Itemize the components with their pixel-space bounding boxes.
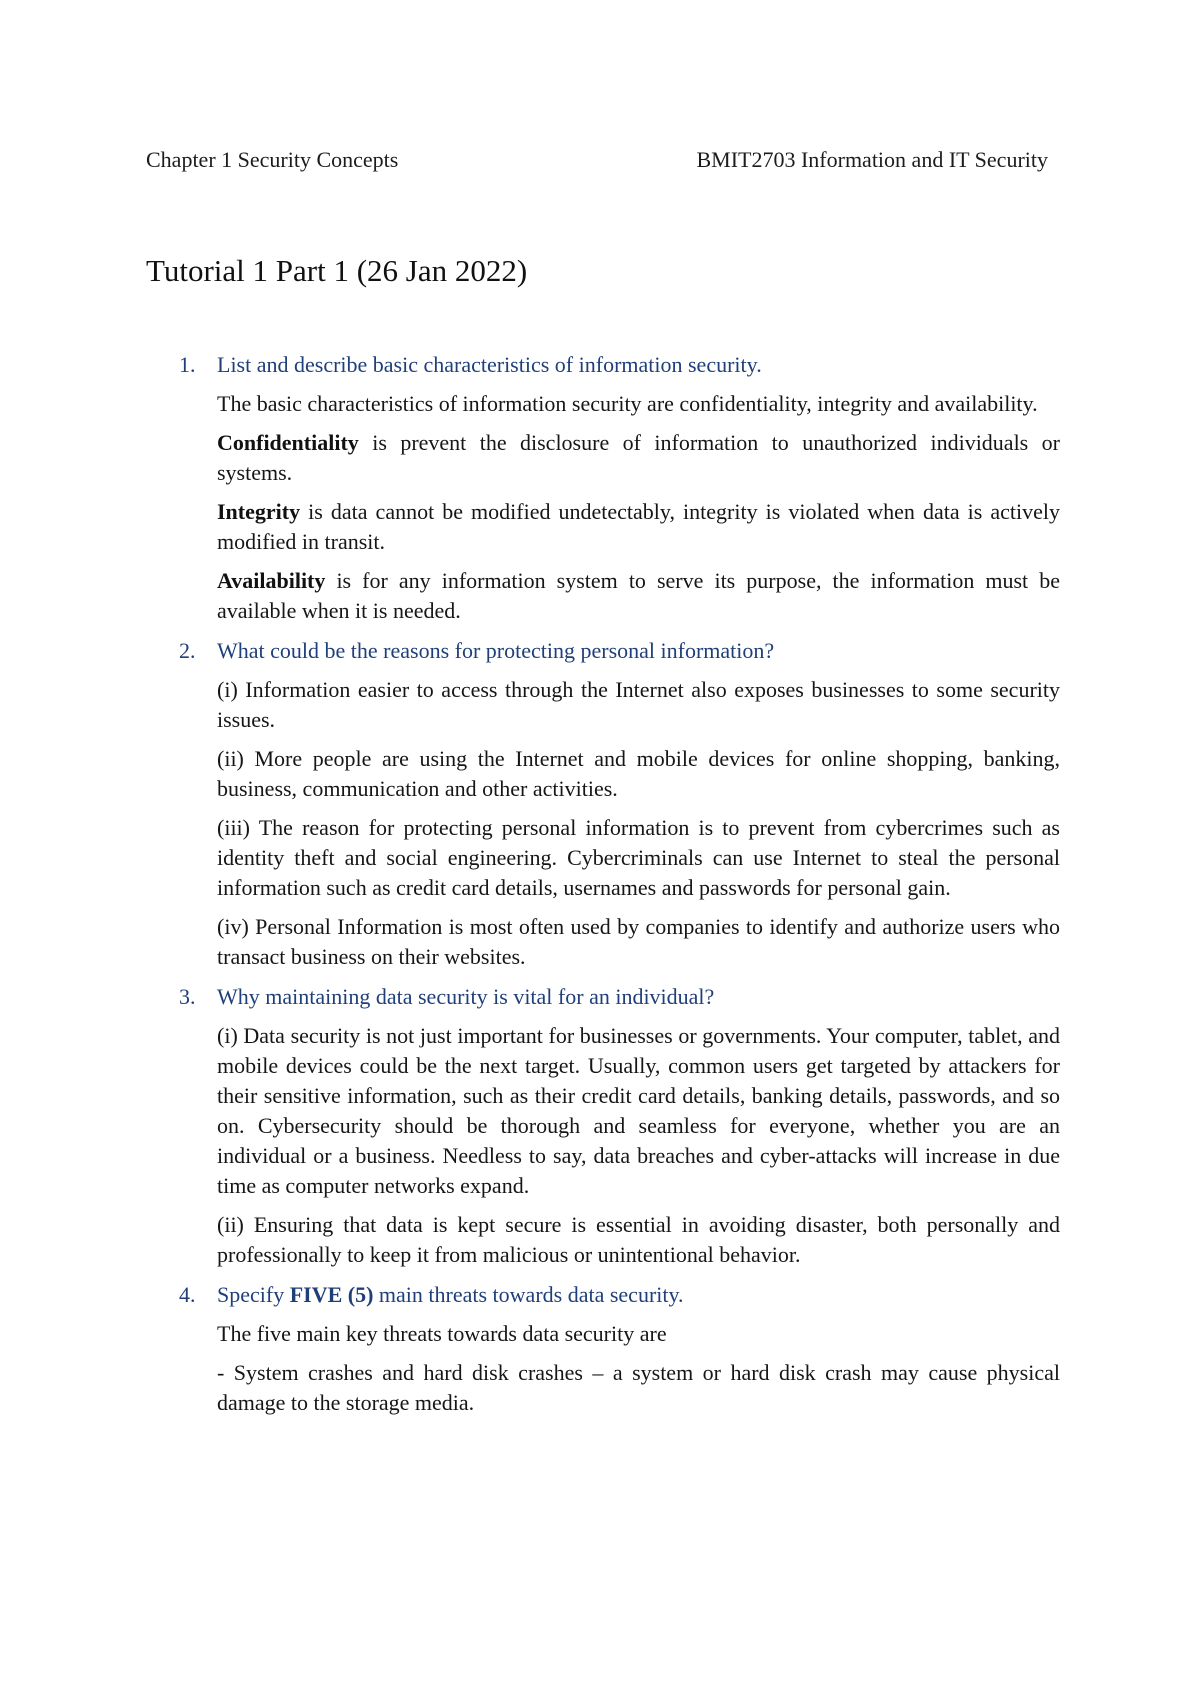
question-text-emphasis: FIVE (5)	[289, 1282, 374, 1307]
question-text: List and describe basic characteristics of information security.	[217, 352, 762, 377]
question-number: 1.	[179, 352, 196, 377]
defined-term: Availability	[217, 568, 326, 593]
question-number: 3.	[179, 984, 196, 1009]
answer-paragraph: (i) Data security is not just important for businesses or governments. Your computer, tablet, and mobile devices could be the next target. Usually, common users get targeted by attackers for their sensitive information, such as their credit card details, banking details, passwords, and so on. Cybersecurity should be thorough and seamless for everyone, whether you are an individual or a business. Needless to say, data breaches and cyber-attacks will increase in due time as computer networks expand.	[217, 1023, 1060, 1198]
question-3	[146, 982, 1060, 1270]
question-1	[146, 350, 1060, 626]
answer-paragraph: The five main key threats towards data security are	[217, 1321, 667, 1346]
defined-term: Confidentiality	[217, 430, 359, 455]
document-title: Tutorial 1 Part 1 (26 Jan 2022)	[146, 253, 528, 288]
question-list	[146, 350, 1060, 1428]
answer-paragraph: (ii) Ensuring that data is kept secure is essential in avoiding disaster, both personally and professionally to keep it from malicious or unintentional behavior.	[217, 1212, 1060, 1267]
question-text-end: main threats towards data security.	[373, 1282, 684, 1307]
answer-paragraph: The basic characteristics of information security are confidentiality, integrity and availability.	[217, 391, 1038, 416]
question-number: 4.	[179, 1282, 196, 1307]
answer-paragraph: (ii) More people are using the Internet and mobile devices for online shopping, banking, business, communication and other activities.	[217, 746, 1060, 801]
definition-text: is prevent the disclosure of information to unauthorized individuals or systems.	[217, 430, 1060, 485]
answer-paragraph	[217, 566, 1060, 626]
question-4	[146, 1280, 1060, 1418]
answer-paragraph: (i) Information easier to access through the Internet also exposes businesses to some security issues.	[217, 677, 1060, 732]
question-2	[146, 636, 1060, 972]
answer-paragraph: - System crashes and hard disk crashes – a system or hard disk crash may cause physical damage to the storage media.	[217, 1360, 1060, 1415]
question-text: Why maintaining data security is vital for an individual?	[217, 984, 715, 1009]
running-header	[146, 145, 1048, 175]
answer-paragraph: (iv) Personal Information is most often used by companies to identify and authorize users who transact business on their websites.	[217, 914, 1060, 969]
question-text: What could be the reasons for protecting personal information?	[217, 638, 775, 663]
question-text	[217, 1280, 1060, 1310]
defined-term: Integrity	[217, 499, 301, 524]
definition-text: is data cannot be modified undetectably, integrity is violated when data is actively modified in transit.	[217, 499, 1060, 554]
answer-paragraph	[217, 428, 1060, 488]
question-number: 2.	[179, 638, 196, 663]
answer-paragraph: (iii) The reason for protecting personal information is to prevent from cybercrimes such as identity theft and social engineering. Cybercriminals can use Internet to steal the personal information such as credit card details, usernames and passwords for personal gain.	[217, 815, 1060, 900]
answer-paragraph	[217, 497, 1060, 557]
question-text-start: Specify	[217, 1282, 290, 1307]
header-chapter: Chapter 1 Security Concepts	[146, 147, 399, 172]
header-course: BMIT2703 Information and IT Security	[696, 147, 1048, 172]
definition-text: is for any information system to serve its purpose, the information must be available when it is needed.	[217, 568, 1060, 623]
